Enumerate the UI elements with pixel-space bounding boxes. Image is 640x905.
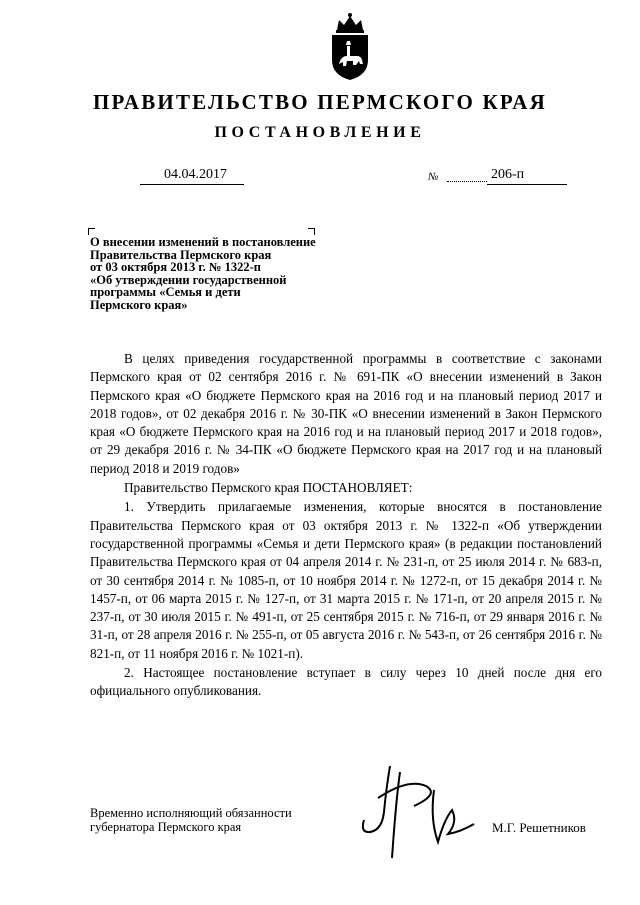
position-line: Временно исполняющий обязанности xyxy=(90,806,292,820)
subject-corner-right xyxy=(308,228,315,235)
subject-line: Правительства Пермского края xyxy=(90,247,272,262)
position-line: губернатора Пермского края xyxy=(90,820,242,834)
signatory-position xyxy=(90,806,292,834)
document-subject xyxy=(90,236,380,311)
subject-line: О внесении изменений в постановление xyxy=(90,235,316,249)
number-dotted-line xyxy=(447,181,487,182)
subject-line: Пермского края» xyxy=(90,297,188,312)
coat-of-arms-icon xyxy=(327,10,373,82)
document-date: 04.04.2017 xyxy=(164,167,227,182)
number-underline xyxy=(487,184,567,185)
paragraph-preamble: В целях приведения государственной программы в соответствие с законами Пермского края от 02 сентября 2016 г. № 691-ПК «О внесении изменений в Закон Пермского края «О бюджете Пермского края на 2016 год и на плановый период 2017 и 2018 годов», от 02 декабря 2016 г. № 30-ПК «О внесении изменений в Закон Пермского края «О бюджете Пермского края на 2016 год и на плановый период 2017 и 2018 годов», от 29 декабря 2016 г. № 34-ПК «О бюджете Пермского края на 2017 год и на плановый период 2018 и 2019 годов» xyxy=(90,351,602,476)
document-number: 206-п xyxy=(491,167,525,182)
subject-line: программы «Семья и дети xyxy=(90,285,241,299)
handwritten-signature-icon xyxy=(348,760,478,860)
organization-title: ПРАВИТЕЛЬСТВО ПЕРМСКОГО КРАЯ xyxy=(92,90,547,114)
paragraph-item-1: 1. Утвердить прилагаемые изменения, которые вносятся в постановление Правительства Пермского края от 03 октября 2013 г. № 1322-п «Об утверждении государственной программы «Семья и дети Пермского края» (в редакции постановлений Правительства Пермского края от 04 апреля 2014 г. № 231-п, от 25 июля 2014 г. № 683-п, от 30 сентября 2014 г. № 1085-п, от 10 ноября 2014 г. № 1272-п, от 15 декабря 2014 г. № 1457-п, от 06 марта 2015 г. № 127-п, от 31 марта 2015 г. № 171-п, от 20 апреля 2015 г. № 237-п, от 30 июля 2015 г. № 491-п, от 25 сентября 2015 г. № 716-п, от 29 января 2016 г. № 31-п, от 28 апреля 2016 г. № 255-п, от 05 августа 2016 г. № 543-п, от 26 сентября 2016 г. № 821-п, от 11 ноября 2016 г. № 1021-п). xyxy=(90,499,602,661)
date-underline xyxy=(140,184,244,185)
subject-corner-left xyxy=(88,228,95,235)
document-body xyxy=(90,350,602,701)
subject-line: от 03 октября 2013 г. № 1322-п xyxy=(90,260,261,274)
subject-line: «Об утверждении государственной xyxy=(90,272,287,287)
paragraph-item-2: 2. Настоящее постановление вступает в силу через 10 дней после дня его официального опубликования. xyxy=(90,665,602,699)
document-type: ПОСТАНОВЛЕНИЕ xyxy=(214,124,426,141)
paragraph-resolves: Правительство Пермского края ПОСТАНОВЛЯЕТ: xyxy=(124,480,413,496)
signatory-name: М.Г. Решетников xyxy=(492,820,586,835)
number-sign: № xyxy=(428,171,439,183)
